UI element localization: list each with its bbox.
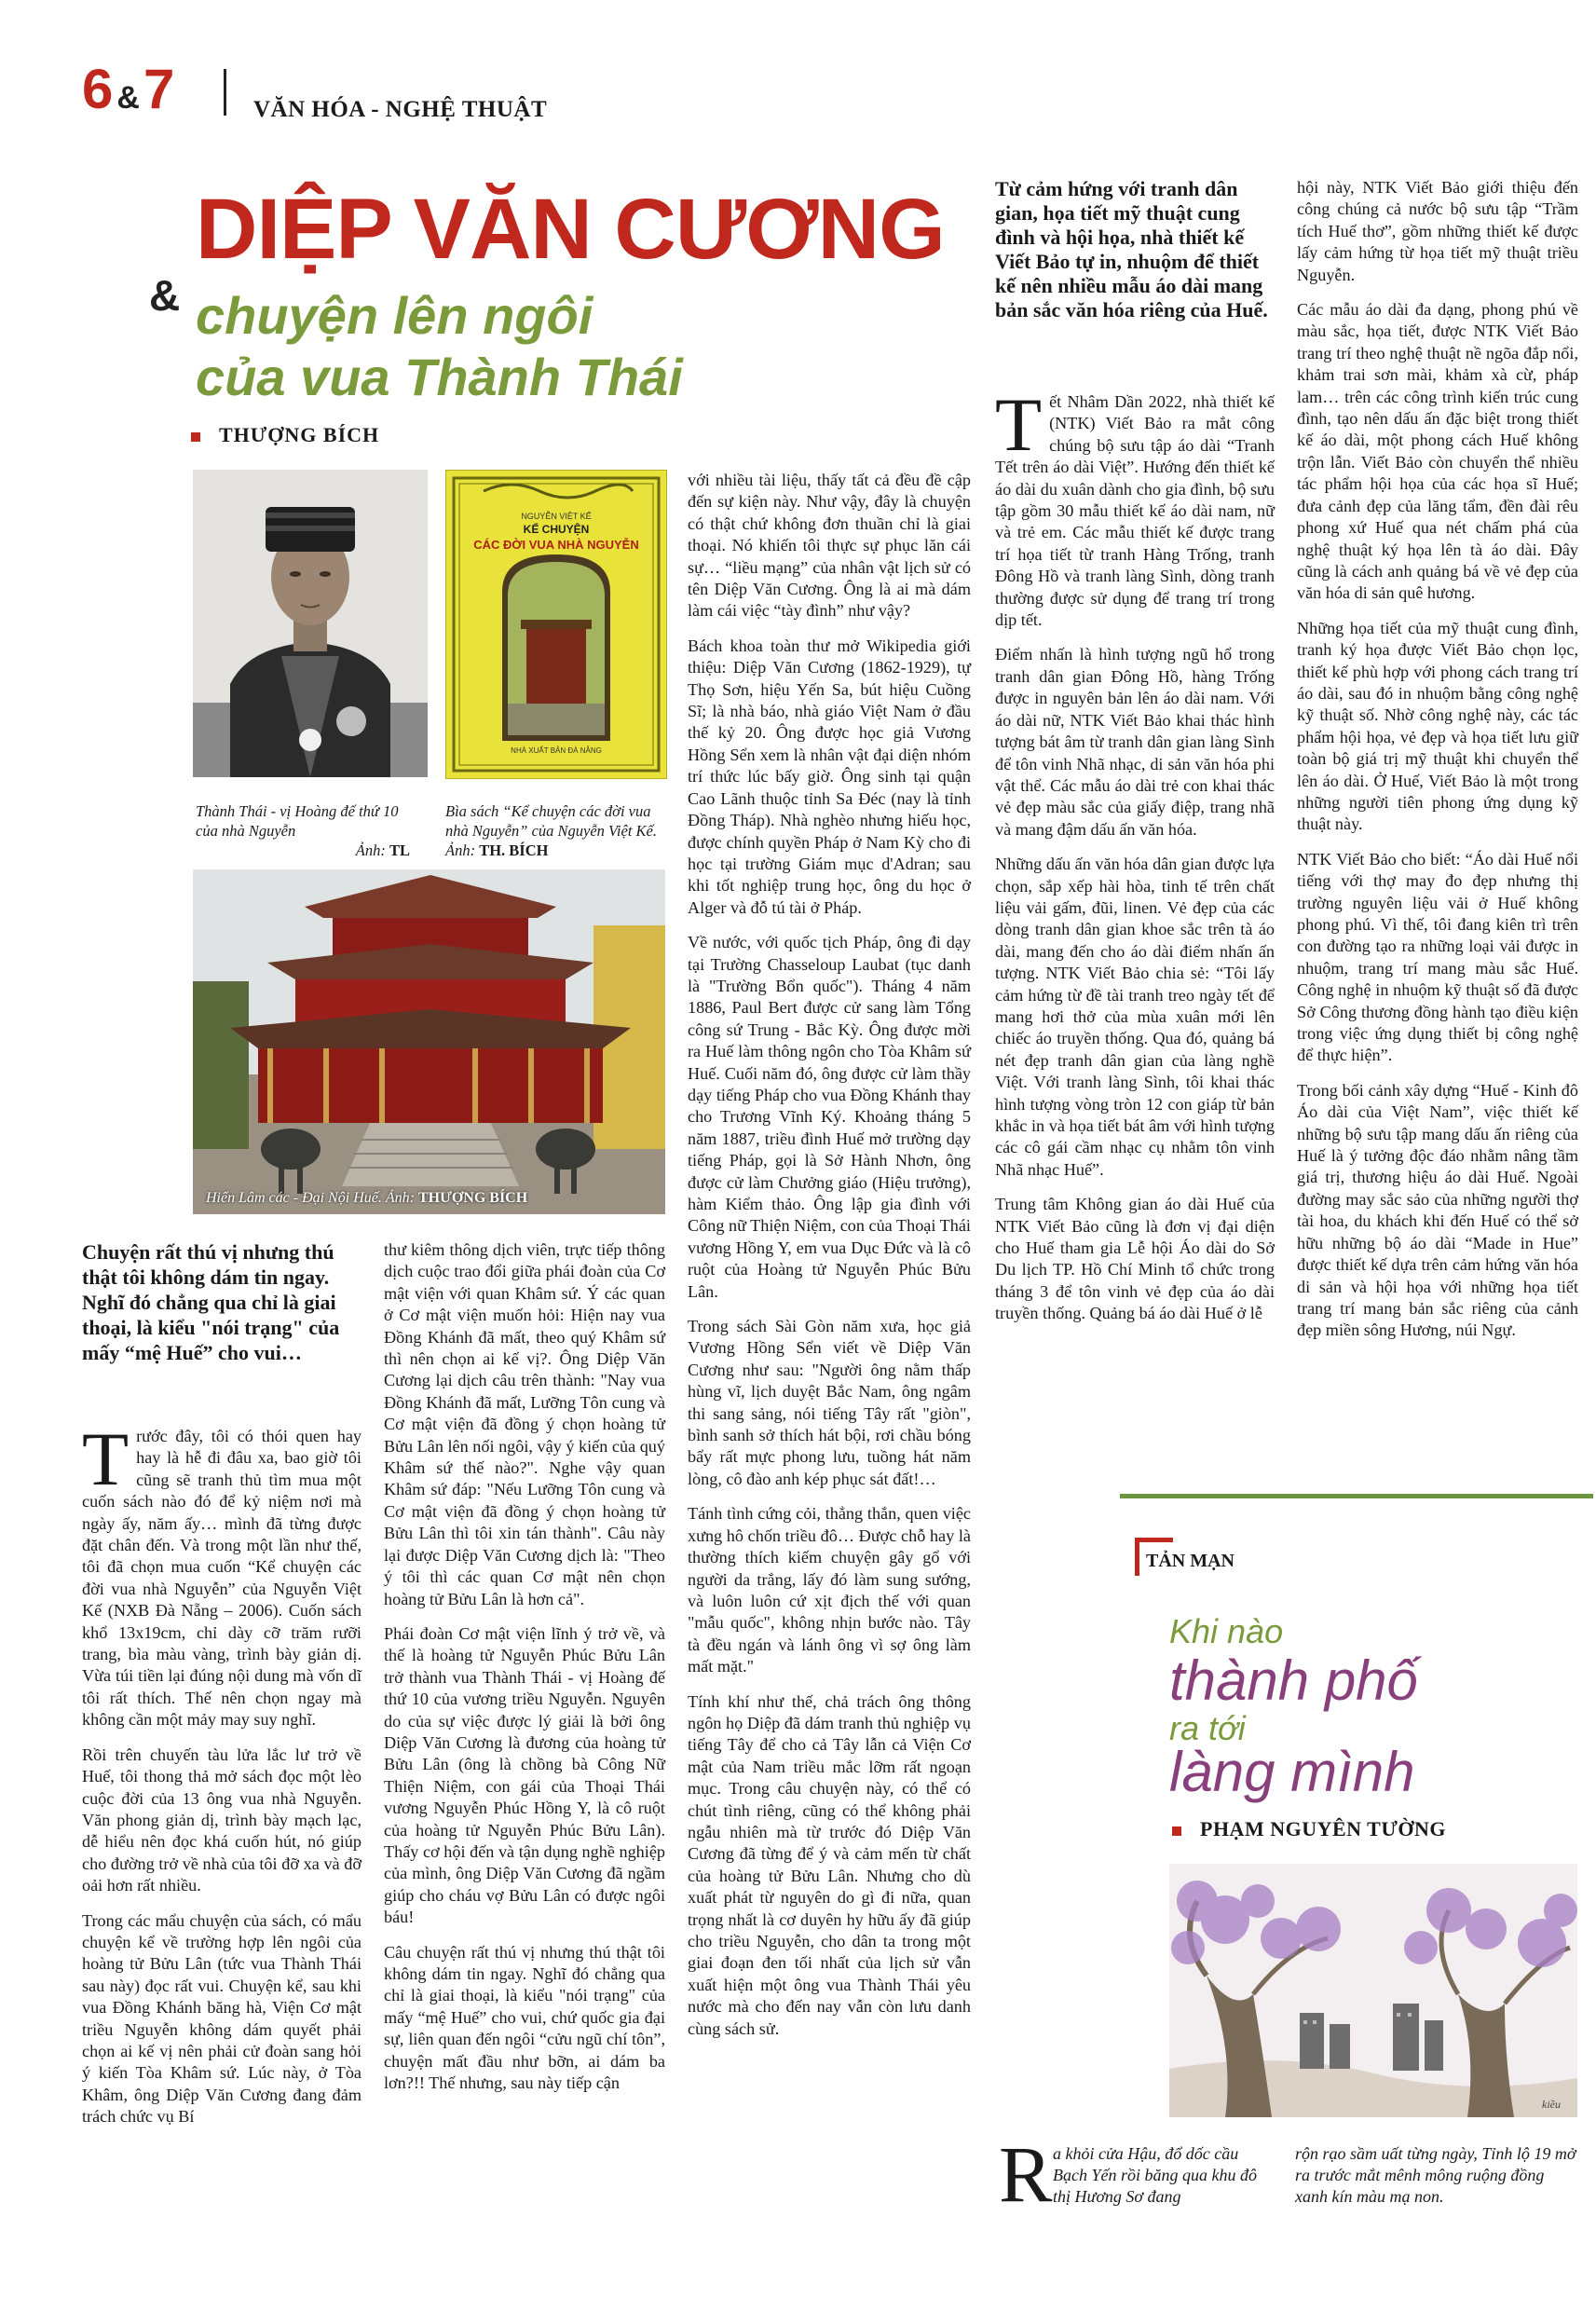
column-3-paragraph: với nhiều tài liệu, thấy tất cả đều đề cập đến sự kiện này. Như vậy, đây là chuyện có thật chứ không đơn thuần chỉ là giai thoại. Nó khiến tôi thực sự phục lăn cái sự… “liều mạng” của nhân vật lịch sử có tên Diệp Văn Cương. Ông là ai mà dám làm cái việc “tày đình” như vậy? [688,471,971,621]
page-number: 6 &7 [82,58,175,120]
tan-man-drop-cap: R [999,2129,1053,2219]
column-3-paragraph: Tánh tình cứng cỏi, thẳng thắn, quen việc xưng hô chốn triều đô… Được chỗ hay là thường thích kiếm chuyện gây gổ với người da trắng, lấy đó làm sung sướng, và luôn luôn cứ xịt địch thế với quan "mẫu quốc", không nhịn bước nào. Tây tà đều ngán và lánh ông vì sợ ông làm mất mặt." [688,1504,971,1676]
column-1-paragraph: Trong các mẩu chuyện của sách, có mẩu chuyện kể về trường hợp lên ngôi của hoàng tử Bửu Lân (tức vua Thành Thái sau này) đọc rất vui. Chuyện kể, sau khi vua Đồng Khánh băng hà, Viện Cơ mật triều Nguyễn không dám quyết phải chọn ai kế vị nên phải cử đoàn sang hỏi ý kiến Tòa Khâm sứ. Lúc này, ở Tòa Khâm, ông Diệp Văn Cương đang đảm trách chức vụ Bí [82,1910,361,2127]
column-1-paragraph: Rồi trên chuyến tàu lửa lắc lư trở về Huế, tôi thong thả mở sách đọc một lèo cuộc đời của 13 ông vua nhà Nguyễn. Văn phong giản dị, trình bày mạch lạc, dễ hiểu nên đọc khá cuốn hút, nó giúp cho đường trở về nhà của tôi đỡ xa và đỡ oải hơn rất nhiều. [82,1744,361,1895]
book-caption: Bìa sách “Kể chuyện các đời vua nhà Nguyễn” của Nguyễn Việt Kế. Ảnh: TH. BÍCH [445,802,657,859]
tan-man-body-left: a khỏi cửa Hậu, đổ dốc cầu Bạch Yến rồi băng qua khu đô thị Hương Sơ đang [1053,2144,1257,2206]
side-column-2-paragraph: Những họa tiết của mỹ thuật cung đình, tranh ký họa được Viết Bảo chọn lọc, thiết kế phù hợp với phong cách trang trí áo dài, sau đó in nhuộm bằng công nghệ kỹ thuật số. Nhờ công nghệ này, các tác phẩm hội họa, vẻ đẹp và họa tiết lưu giữ toàn bộ giá trị mỹ thuật khi chuyển thể lên áo dài. Ở Huế, Viết Bảo là một trong những người tiên phong ứng dụng kỹ thuật này. [1297,618,1578,834]
book-author: NGUYỄN VIỆT KẾ [521,512,592,521]
title-ampersand: & [149,271,181,320]
tan-man-title-line-1: Khi nào [1169,1612,1284,1650]
column-3-paragraph: Tính khí như thế, chả trách ông thông ngôn họ Diệp đã dám tranh thủ nghiệp vụ tiếng Tây để cho cả Tây lẫn cả Viện Cơ mật của Nam triều mắc lỡm rất ngoạn mục. Trong câu chuyện này, có thể có chút tình riêng, cũng có thể không phải ngẫu nhiên mà từ trước đó Diệp Văn Cương đã từng để ý và cảm mến từ chất của hoàng tử Bửu Lân. Nhưng cho dù xuất phát từ nguyên do gì đi nữa, quan trọng nhất là cơ duyên hy hữu ấy đã giúp cho triều Nguyễn, cho dân ta trong một giai đoạn đen tối nhất của lịch sử vẫn xuất hiện một ông vua Thành Thái yêu nước mà cho đến nay vẫn còn lưu danh cùng sách sử. [688,1691,971,2038]
portrait-photo [193,470,428,777]
column-3-paragraph: Bách khoa toàn thư mở Wikipedia giới thiệu: Diệp Văn Cương (1862-1929), tự Thọ Sơn, hiệu Yến Sa, bút hiệu Cuồng Sĩ; là nhà báo, nhà giáo Việt Nam ở đầu thế kỷ 20. Ông được học giả Vương Hồng Sển xem là nhân vật đại diện nhóm trí thức lúc bấy giờ. Ông sinh tại quận Cao Lãnh thuộc tỉnh Sa Đéc (nay là tỉnh Đồng Tháp). Nhà nghèo nhưng hiếu học, được chính quyền Pháp ở Nam Kỳ cho đi học tại trường Giám mục d'Adran; sau khi tốt nghiệp trung học, ông du học ở Alger và đỗ tú tài ở Pháp. [688,636,971,917]
side-column-2-paragraph: Trong bối cảnh xây dựng “Huế - Kinh đô Áo dài của Việt Nam”, việc thiết kế những bộ sưu tập mang dấu ấn riêng của Huế là ý tưởng độc đáo nhằm nâng tầm giá trị, thương hiệu áo dài Huế. Ngoài đường may sắc sảo của những người thợ tài hoa, du khách khi đến Huế có thể sở hữu những bộ áo dài “Made in Hue” được thiết kế dựa trên cảm hứng văn hóa di sản và hội họa với những họa tiết trang trí mang bản sắc riêng của cảnh đẹp miền sông Hương, núi Ngự. [1297,1080,1578,1340]
tan-man-divider [1120,1494,1593,1498]
tan-man-body-right: rộn rạo sầm uất từng ngày, Tỉnh lộ 19 mở ra trước mắt mênh mông ruộng đồng xanh kín màu mạ non. [1295,2144,1576,2206]
article-subtitle: chuyện lên ngôi của vua Thành Thái [196,286,683,406]
section-title: VĂN HÓA - NGHỆ THUẬT [253,97,548,122]
side-column-2-paragraph: hội này, NTK Viết Bảo giới thiệu đến công chúng cả nước bộ sưu tập “Trầm tích Huế thơ”, gồm những thiết kế được lấy cảm hứng từ họa tiết mỹ thuật triều Nguyễn. [1297,178,1578,284]
article-column-1 [82,1416,361,2141]
side-column-1-paragraph: Tết Nhâm Dần 2022, nhà thiết kế (NTK) Viết Bảo ra mắt công chúng bộ sưu tập áo dài “Tranh Tết trên áo dài Việt”. Hướng đến thiết kế áo dài du xuân dành cho gia đình, bộ sưu tập gồm 30 mẫu thiết kế áo dài nam, nữ và trẻ em. Các mẫu thiết kế được trang trí họa tiết từ tranh Hàng Trống, tranh Đông Hồ và tranh làng Sình, dòng tranh thường được sử dụng để trang trí trong dịp tết. [995,382,1275,630]
author-bullet [191,432,200,442]
article-column-3 [688,470,971,2053]
article-column-2 [384,1239,665,2107]
column-2-paragraph: Câu chuyện rất thú vị nhưng thú thật tôi không dám tin ngay. Nghĩ đó chẳng qua chỉ là giai thoại, là kiểu "nói trạng" của mấy “mệ Huế” cho vui, chứ quốc gia đại sự, liên quan đến ngôi “cửu ngũ chí tôn”, chuyện mất đầu như bỡn, ai dám ba lơn?!! Thế nhưng, sau này tiếp cận [384,1942,665,2093]
hien-lam-cac-caption: Hiển Lâm các - Đại Nội Huế. Ảnh: THƯỢNG BÍCH [206,1190,528,1206]
side-column-2-paragraph: NTK Viết Bảo cho biết: “Áo dài Huế nổi tiếng với thợ may đo đẹp nhưng thị trường nguyên liệu vải ở Huế không phong phú. Vì thế, tôi đang kiên trì trên con đường tạo ra những loại vải được in nhuộm, trang trí mang màu sắc Huế. Công nghệ in nhuộm kỹ thuật số đã được Sở Công thương đồng hành tạo điều kiện trong việc ứng dụng thiết bị công nghệ để thực hiện”. [1297,849,1578,1065]
column-3-paragraph: Trong sách Sài Gòn năm xưa, học giả Vương Hồng Sển viết về Diệp Văn Cương như sau: "Người ông nằm thấp hùng vĩ, lịch duyệt Bắc Nam, ông ngâm thi sang sảng, nói tiếng Tây rất "giòn", bình sanh sở thích hát bội, rơi chầu bóng bẩy rất mực phong lưu, tuồng hát năm lòng, cô đào anh kép phục sát đất!… [688,1317,971,1488]
book-cover-photo [445,470,667,779]
side-column-1-paragraph: Những dấu ấn văn hóa dân gian được lựa chọn, sắp xếp hài hòa, tinh tế trên chất liệu vải gấm, đũi, linen. Vẻ đẹp của các dòng tranh dân gian khoe sắc trên tà áo dài, mang đến cho áo dài điểm nhấn ấn tượng. NTK Viết Bảo chia sẻ: “Tôi lấy cảm hứng từ đề tài tranh treo ngày tết để mang hơi thở của mùa xuân mới lên chiếc áo truyền thống. Qua đó, quảng bá nét đẹp tranh dân gian của làng nghề Việt. Với tranh làng Sình, tôi khai thác hình tượng vòng tròn 12 con giáp từ bản khắc in và họa tiết bát âm với hình tượng các cô gái cầm nhạc cụ nhằm tôn vinh Nhã nhạc Huế”. [995,855,1275,1179]
hien-lam-cac-photo [193,869,665,1214]
column-3-paragraph: Về nước, với quốc tịch Pháp, ông đi dạy tại Trường Chasseloup Laubat (tục danh là "Trường Bổn quốc"). Tháng 4 năm 1886, Paul Bert được cử sang làm Tổng công sứ Trung - Bắc Kỳ. Ông được mời ra Huế làm thông ngôn cho Tòa Khâm sứ Huế. Cuối năm đó, ông được cử làm thầy dạy tiếng Pháp cho vua Đồng Khánh thay cho Trương Vĩnh Ký. Khoảng tháng 5 năm 1887, triều đình Huế mở trường dạy tiếng Pháp, gọi là Sở Hành Nhơn, ông được cử làm Chưởng giáo (Hiệu trưởng), hàm Kiểm thảo. Ông lập gia đình với Công nữ Thiện Niệm, con của Thoại Thái vương Hồng Y, em vua Dục Đức và là cô ruột của Hoàng tử Nguyễn Phúc Bửu Lân. [688,933,971,1301]
article-lead: Chuyện rất thú vị nhưng thú thật tôi không dám tin ngay. Nghĩ đó chẳng qua chỉ là giai thoại, là kiểu "nói trạng" của mấy “mệ Huế” cho vui… [82,1240,340,1364]
book-publisher: NHÀ XUẤT BẢN ĐÀ NẴNG [511,746,602,755]
article-author: THƯỢNG BÍCH [191,423,379,447]
book-title-2: CÁC ĐỜI VUA NHÀ NGUYỄN [473,538,639,552]
header-divider [224,69,226,116]
side-column-1-paragraph: Điểm nhấn là hình tượng ngũ hổ trong tranh dân gian Đông Hồ, hàng Trống được in nguyên bản lên áo dài nam. Với áo dài nữ, NTK Viết Bảo khai thác hình tượng bát âm từ tranh dân gian làng Sình để tôn vinh Nhã nhạc, di sản văn hóa phi vật thể. Các mẫu áo dài trẻ con khai thác vẻ đẹp màu sắc của giấy điệp, trang nhã và mang đậm dấu ấn văn hóa. [995,645,1275,839]
side-column-1-paragraph: Trung tâm Không gian áo dài Huế của NTK Viết Bảo cũng là đơn vị đại diện cho Huế tham gia Lễ hội Áo dài do Sở Du lịch TP. Hồ Chí Minh tổ chức trong tháng 3 để tôn vinh vẻ đẹp của áo dài truyền thống. Quảng bá áo dài Huế ở lễ [995,1195,1275,1323]
tan-man-title-line-2: thành phố [1169,1649,1418,1712]
tan-man-title-line-3: ra tới [1169,1709,1246,1747]
book-title-1: KỂ CHUYỆN [523,523,590,536]
portrait-caption: Thành Thái - vị Hoàng đế thứ 10 của nhà Nguyễn Ảnh: TL [196,802,410,859]
tan-man-author-bullet [1172,1826,1181,1836]
column-1-paragraph: Trước đây, tôi có thói quen hay hay là hễ đi đâu xa, bao giờ tôi cũng sẽ tranh thủ tìm mua một cuốn sách nào đó để kỷ niệm nơi mà ngày ấy, năm ấy… mình đã từng được đặt chân đến. Và trong một lần như thế, tôi đã chọn mua cuốn “Kể chuyện các đời vua nhà Nguyễn” của Nguyễn Việt Kế (NXB Đà Nẵng – 2006). Cuốn sách khổ 13x19cm, chỉ dày cỡ trăm rưỡi trang, bìa màu vàng, trình bày giản dị. Vừa túi tiền lại đúng nội dung mà vốn dĩ tôi rất thích. Thế nên chọn ngay mà không cần một mảy may suy nghĩ. [82,1416,361,1730]
side-article-column-2 [1297,177,1578,1355]
side-column-2-paragraph: Các mẫu áo dài đa dạng, phong phú về màu sắc, họa tiết, được NTK Viết Bảo trang trí theo nghệ thuật nề ngõa đắp nổi, khảm trai sơn mài, khảm xà cừ, pháp lam… trên các công trình kiến trúc cung đình, tạo nên dấu ấn đặc biệt trong thiết kế áo dài, một phong cách Huế không trộn lẫn. Viết Bảo còn chuyển thể nhiều tác phẩm hội họa của các họa sĩ Huế; đưa cảnh đẹp của lăng tẩm, đền đài rêu phong xứ Huế qua nét chấm phá của nghệ thuật ký họa lên tà áo dài. Đây cũng là cách anh quảng bá về vẻ đẹp của văn hóa di sản quê hương. [1297,300,1578,603]
side-article-column-1 [995,382,1275,1338]
side-article-lead: Từ cảm hứng với tranh dân gian, họa tiết mỹ thuật cung đình và hội họa, nhà thiết kế Viết Bảo tự in, nhuộm để thiết kế nên nhiều mẫu áo dài mang bản sắc văn hóa riêng của Huế. [995,177,1268,321]
tan-man-title-line-4: làng mình [1169,1741,1415,1803]
illustration-signature: kiều [1542,2098,1561,2111]
tan-man-illustration [1169,1864,1577,2117]
column-2-paragraph: thư kiêm thông dịch viên, trực tiếp thông dịch cuộc trao đổi giữa phái đoàn của Cơ mật viện với quan Khâm sứ. Ý các quan ở Cơ mật viện muốn hỏi: Hiện nay vua Đồng Khánh đã mất, theo quý Khâm sứ thì nên chọn ai kế vị?. Ông Diệp Văn Cương lại dịch câu trên thành: "Nay vua Đồng Khánh đã mất, Lưỡng Tôn cung và Cơ mật viện đã đồng ý chọn hoàng tử Bửu Lân lên nối ngôi, vậy ý kiến của quý Khâm sứ thế nào?". Nghe vậy quan Khâm sứ đáp: "Nếu Lưỡng Tôn cung và Cơ mật viện đã đồng ý chọn hoàng tử Bửu Lân thì tôi xin tán thành". Câu này lại được Diệp Văn Cương dịch là: "Theo ý tôi thì các quan Cơ mật nên chọn hoàng tử Bửu Lân là hơn cả". [384,1240,665,1608]
column-2-paragraph: Phái đoàn Cơ mật viện lĩnh ý trở về, và thế là hoàng tử Nguyễn Phúc Bửu Lân trở thành vua Thành Thái - vị Hoàng đế thứ 10 của vương triều Nguyễn. Nguyên do của sự việc được lý giải là bởi ông Diệp Văn Cương là đương của hoàng tử Bửu Lân (ông là chồng bà Công Nữ Thiện Niệm, con gái của Thoại Thái vương Nguyễn Phúc Hồng Y, là cô ruột của hoàng tử Nguyễn Phúc Bửu Lân). Thấy cơ hội đến và tận dụng nghề nghiệp của mình, ông Diệp Văn Cương đã ngầm giúp cho cháu vợ Bửu Lân có được ngôi báu! [384,1623,665,1927]
article-title: DIỆP VĂN CƯƠNG [196,182,945,277]
tan-man-author: PHẠM NGUYÊN TƯỜNG [1172,1817,1446,1841]
tan-man-label: TẢN MẠN [1146,1551,1235,1571]
